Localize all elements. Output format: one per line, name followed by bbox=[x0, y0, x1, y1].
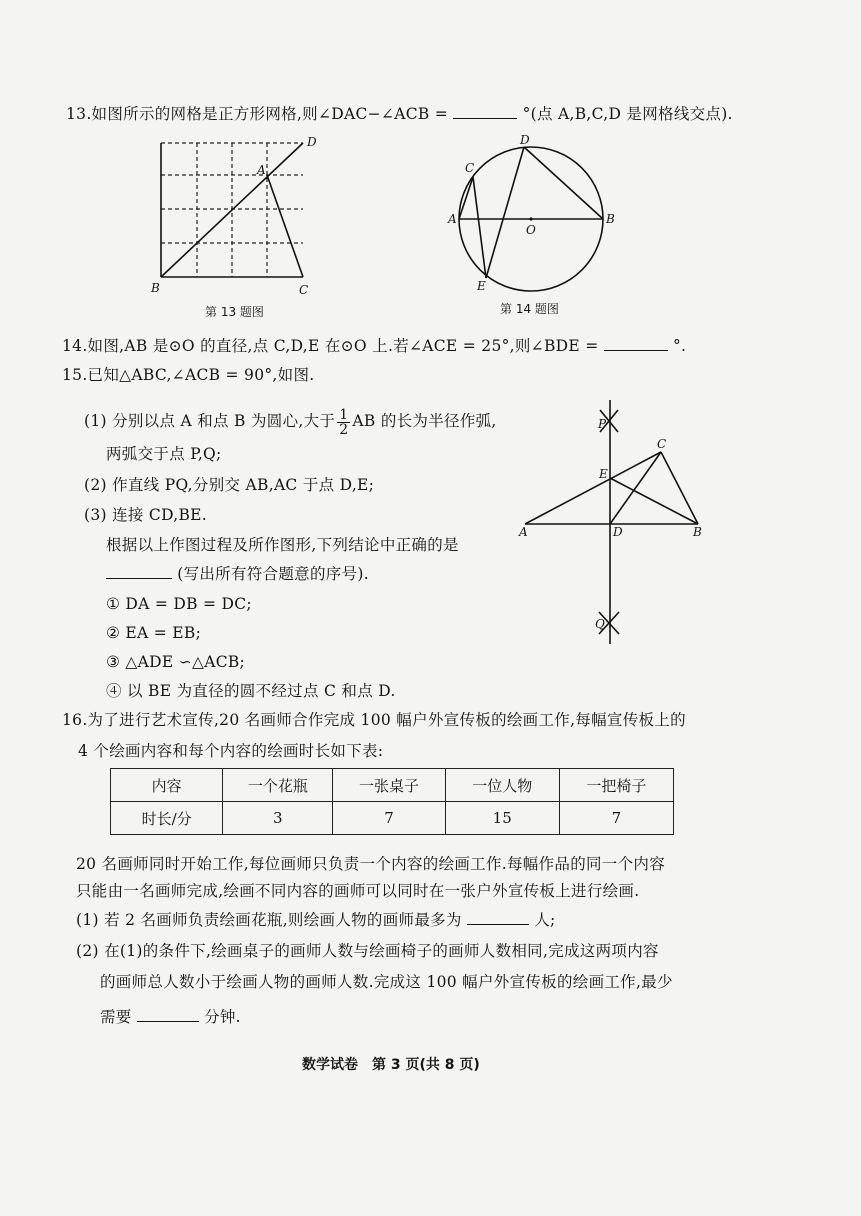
q15-frac-num: 1 bbox=[339, 406, 349, 423]
q15-step3: (3) 连接 CD,BE. bbox=[84, 506, 208, 524]
q16-sub1-blank[interactable] bbox=[467, 910, 529, 925]
q16-sub2-line3 bbox=[100, 1007, 241, 1027]
q15-fraction bbox=[337, 408, 350, 437]
q16-line1: 16.为了进行艺术宣传,20 名画师合作完成 100 幅户外宣传板的绘画工作,每幅宣传板上的 bbox=[62, 711, 686, 729]
table-header-cell: 一个花瓶 bbox=[223, 769, 333, 802]
table-header-cell: 内容 bbox=[111, 769, 223, 802]
q15-option-3: ③ △ADE ∽△ACB; bbox=[106, 653, 246, 671]
q14-label-d: D bbox=[520, 133, 530, 147]
table-cell: 7 bbox=[559, 802, 673, 835]
line-de bbox=[486, 147, 524, 278]
q16-sub1-post: 人; bbox=[534, 911, 556, 929]
q15-label-p: P bbox=[598, 417, 607, 431]
q14-answer-blank[interactable] bbox=[604, 336, 668, 351]
q15-label-a: A bbox=[519, 525, 528, 539]
q16-para1: 20 名画师同时开始工作,每位画师只负责一个内容的绘画工作.每幅作品的同一个内容 bbox=[76, 855, 666, 873]
line-cb bbox=[661, 452, 698, 524]
line-ac bbox=[525, 452, 661, 524]
q13-caption: 第 13 题图 bbox=[205, 305, 264, 319]
q16-sub2-pre: 需要 bbox=[100, 1008, 132, 1026]
line-dc bbox=[610, 452, 661, 524]
q15-step2: (2) 作直线 PQ,分别交 AB,AC 于点 D,E; bbox=[84, 476, 375, 494]
table-header-cell: 一张桌子 bbox=[333, 769, 445, 802]
q15-step1-post: AB 的长为半径作弧, bbox=[352, 412, 497, 430]
line-ac bbox=[267, 175, 303, 277]
q13-label-a: A bbox=[257, 163, 266, 177]
q15-label-d: D bbox=[613, 525, 623, 539]
q15-step1 bbox=[84, 401, 497, 441]
line-eb bbox=[610, 478, 698, 524]
q16-sub1-pre: (1) 若 2 名画师负责绘画花瓶,则绘画人物的画师最多为 bbox=[76, 911, 462, 929]
q16-duration-table bbox=[110, 768, 674, 835]
q15-option-2: ② EA = EB; bbox=[106, 624, 202, 642]
table-cell: 时长/分 bbox=[111, 802, 223, 835]
q15-hint: (写出所有符合题意的序号). bbox=[177, 565, 369, 583]
q14-text-line bbox=[62, 336, 686, 356]
q16-sub2-blank[interactable] bbox=[137, 1007, 199, 1022]
q16-para2: 只能由一名画师完成,绘画不同内容的画师可以同时在一张户外宣传板上进行绘画. bbox=[76, 882, 640, 900]
q15-intro: 15.已知△ABC,∠ACB = 90°,如图. bbox=[62, 366, 315, 384]
q13-suffix: °(点 A,B,C,D 是网格线交点). bbox=[522, 105, 733, 123]
table-header-cell: 一位人物 bbox=[445, 769, 559, 802]
q14-label-c: C bbox=[465, 161, 475, 175]
line-ce bbox=[473, 177, 486, 278]
q14-label-a: A bbox=[448, 212, 457, 226]
line-db bbox=[524, 147, 603, 219]
q15-label-c: C bbox=[657, 437, 667, 451]
q13-label-b: B bbox=[151, 281, 160, 295]
q13-answer-blank[interactable] bbox=[453, 104, 517, 119]
q13-label-d: D bbox=[307, 135, 317, 149]
q14-label-o: O bbox=[526, 223, 536, 237]
q15-step1-pre: (1) 分别以点 A 和点 B 为圆心,大于 bbox=[84, 412, 336, 430]
q16-line2: 4 个绘画内容和每个内容的绘画时长如下表: bbox=[78, 742, 384, 760]
q13-grid-figure bbox=[145, 134, 325, 299]
q16-sub2-line2: 的画师总人数小于绘画人物的画师人数.完成这 100 幅户外宣传板的绘画工作,最少 bbox=[100, 973, 673, 991]
q15-option-1: ① DA = DB = DC; bbox=[106, 595, 252, 613]
q14-circle-figure bbox=[444, 132, 624, 297]
q15-question: 根据以上作图过程及所作图形,下列结论中正确的是 bbox=[106, 536, 459, 554]
line-ca bbox=[459, 177, 473, 219]
q13-text: 13.如图所示的网格是正方形网格,则∠DAC−∠ACB = bbox=[66, 105, 449, 123]
q14-text: 14.如图,AB 是⊙O 的直径,点 C,D,E 在⊙O 上.若∠ACE = 25°,则∠BDE = bbox=[62, 337, 599, 355]
table-cell: 15 bbox=[445, 802, 559, 835]
q14-suffix: °. bbox=[673, 337, 687, 355]
page-footer: 数学试卷 第 3 页(共 8 页) bbox=[302, 1057, 480, 1073]
q16-sub2-line1: (2) 在(1)的条件下,绘画桌子的画师人数与绘画椅子的画师人数相同,完成这两项内容 bbox=[76, 942, 659, 960]
q14-label-e: E bbox=[477, 279, 486, 293]
q15-construction-figure bbox=[515, 398, 715, 646]
q14-label-b: B bbox=[606, 212, 615, 226]
q15-hint-line bbox=[106, 564, 369, 584]
table-row bbox=[111, 802, 674, 835]
q15-option-4: ④ 以 BE 为直径的圆不经过点 C 和点 D. bbox=[106, 682, 396, 700]
q16-sub2-post: 分钟. bbox=[204, 1008, 241, 1026]
q15-frac-den: 2 bbox=[339, 421, 349, 438]
table-header-cell: 一把椅子 bbox=[559, 769, 673, 802]
table-cell: 3 bbox=[223, 802, 333, 835]
q13-text-line bbox=[66, 104, 733, 124]
q15-answer-blank[interactable] bbox=[106, 564, 172, 579]
q15-step1-cont: 两弧交于点 P,Q; bbox=[106, 445, 222, 463]
q15-label-e: E bbox=[599, 467, 608, 481]
q15-label-b: B bbox=[693, 525, 702, 539]
q13-label-c: C bbox=[299, 283, 309, 297]
table-cell: 7 bbox=[333, 802, 445, 835]
q15-label-q: Q bbox=[595, 617, 605, 631]
table-header-row bbox=[111, 769, 674, 802]
q14-caption: 第 14 题图 bbox=[500, 302, 559, 316]
q16-sub1-line bbox=[76, 910, 556, 930]
